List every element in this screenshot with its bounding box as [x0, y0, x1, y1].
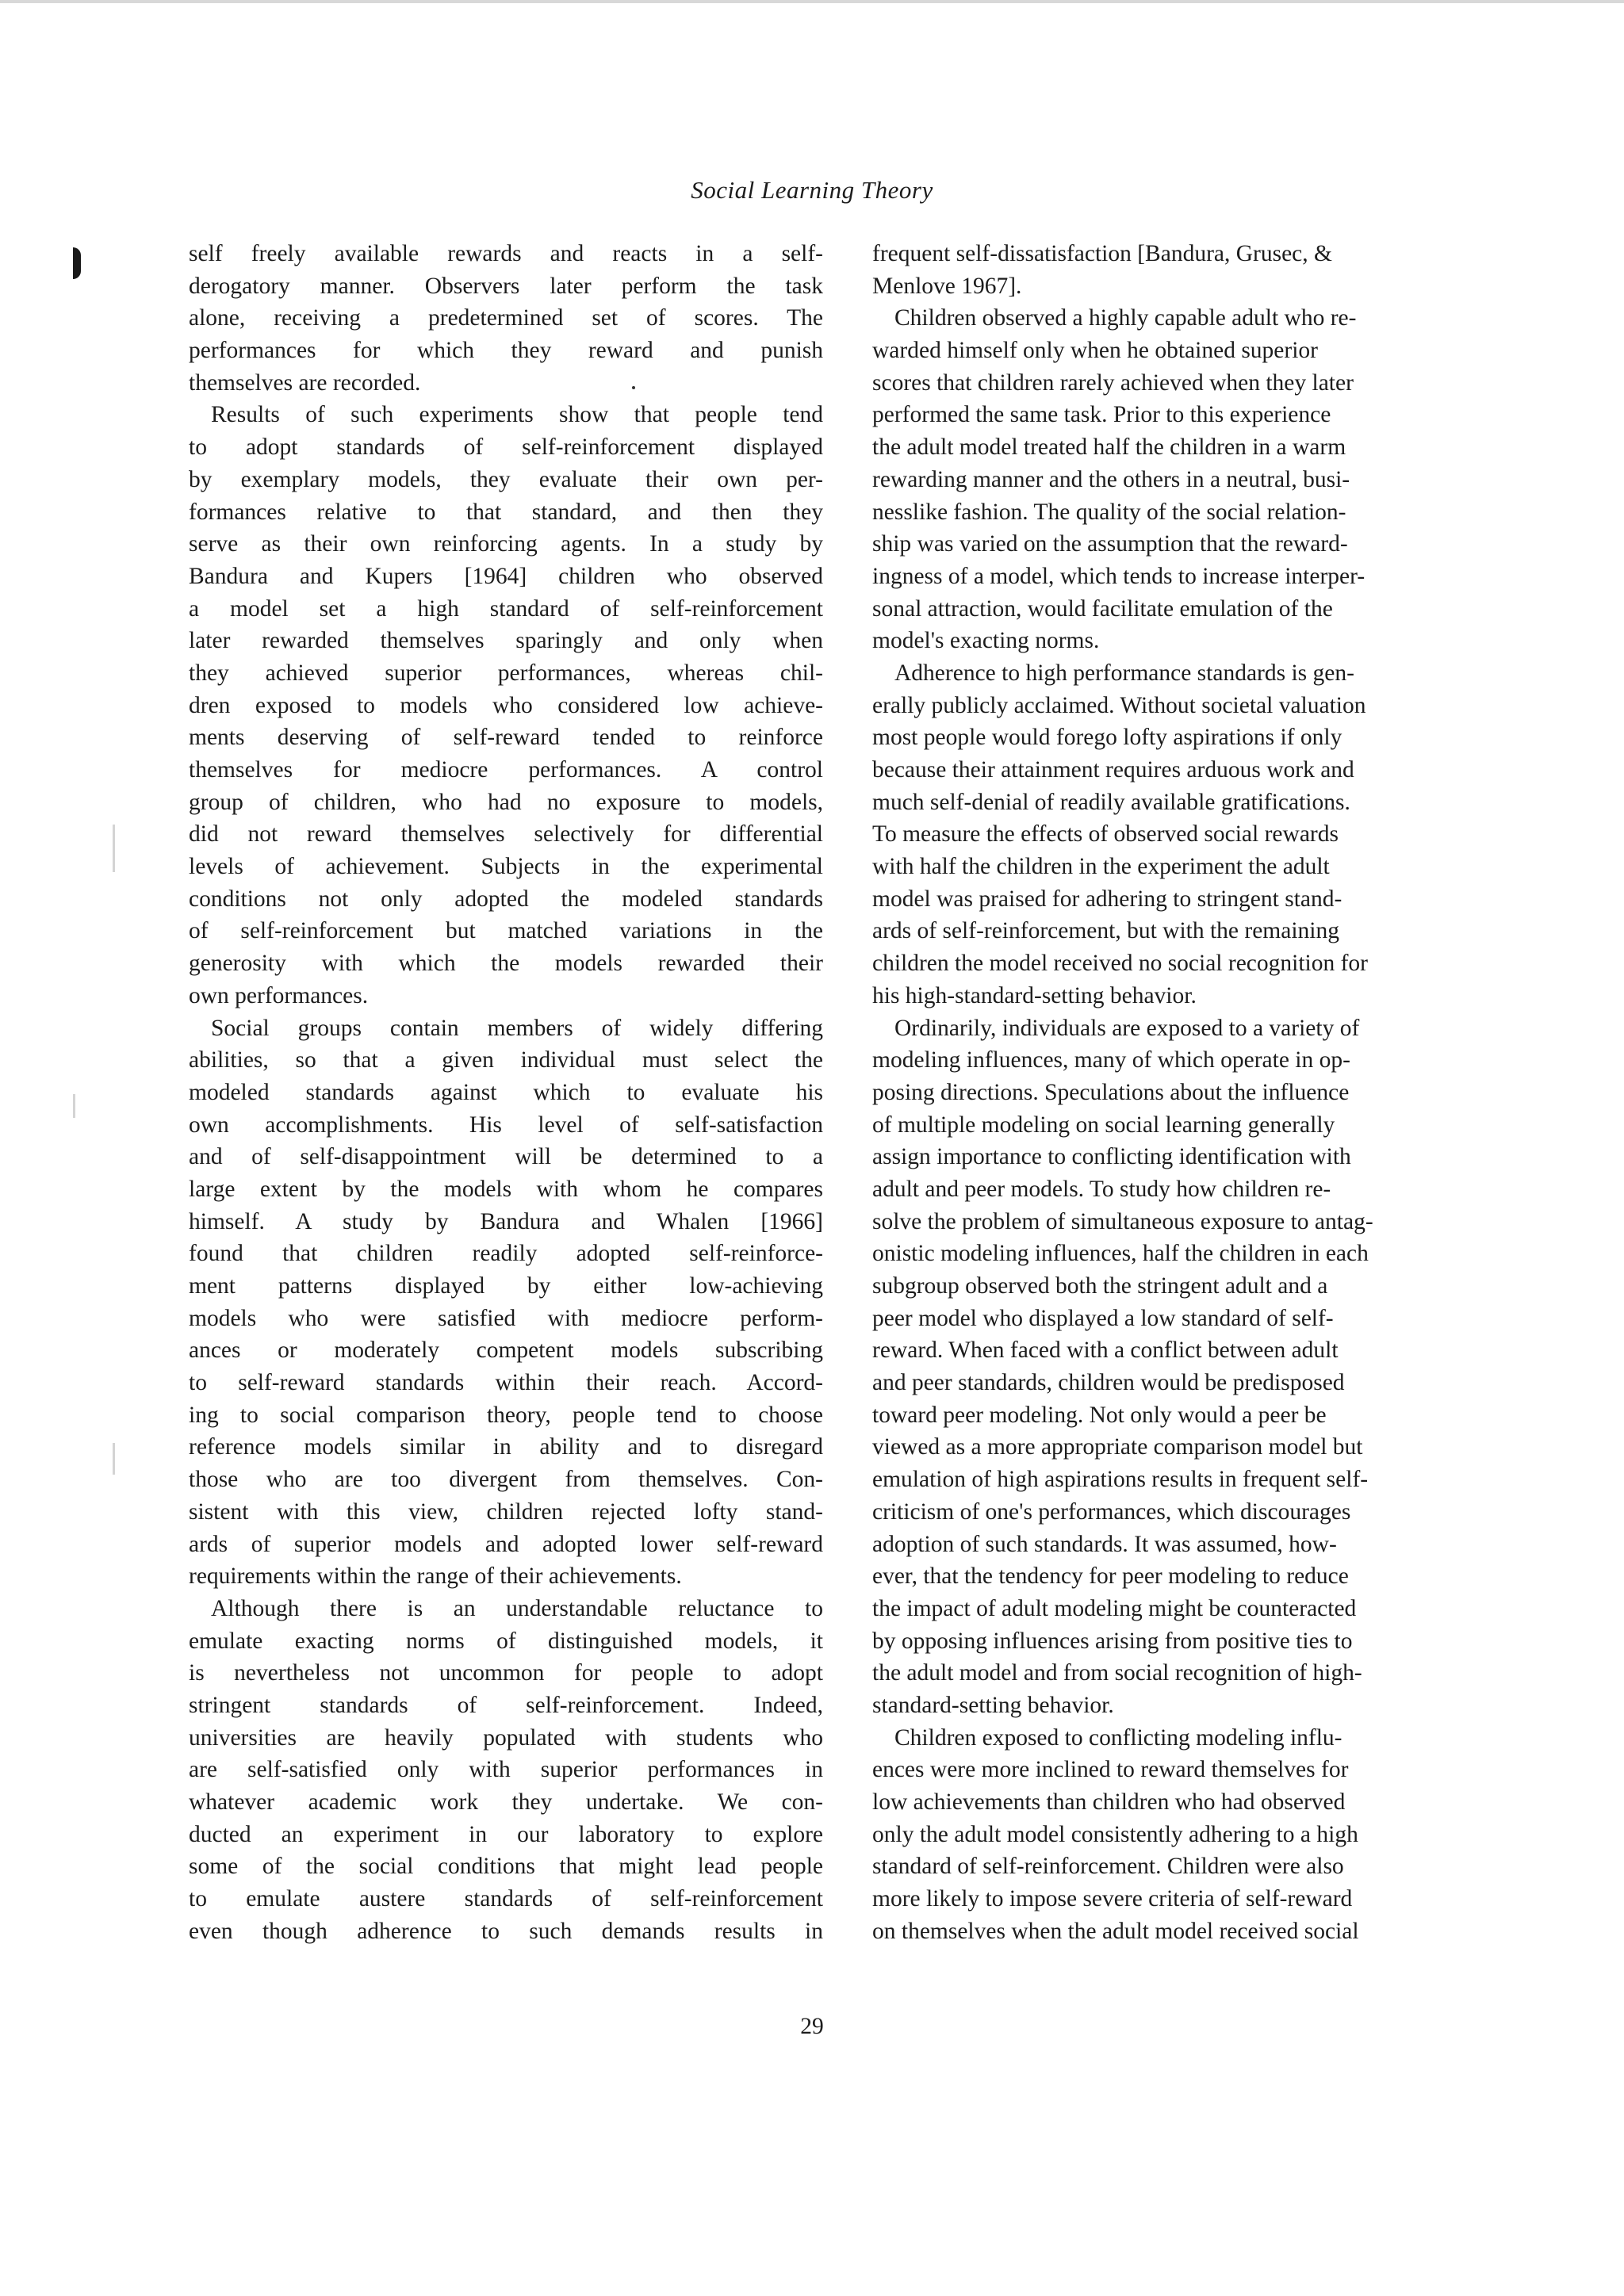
text-line: large extent by the models with whom he compares [189, 1176, 823, 1202]
text-line: stringent standards of self-reinforcement. Indeed, [189, 1692, 823, 1718]
text-line: most people would forego lofty aspirations if only [872, 725, 1342, 751]
left-column [189, 238, 823, 1947]
text-line: Ordinarily, individuals are exposed to a variety of [894, 1015, 1360, 1041]
text-line: modeling influences, many of which operate in op- [872, 1047, 1350, 1073]
text-line: levels of achievement. Subjects in the experimental [189, 854, 823, 880]
text-line: adult and peer models. To study how children re- [872, 1176, 1331, 1202]
text-line: ments deserving of self-reward tended to reinforce [189, 725, 823, 751]
text-line: some of the social conditions that might lead people [189, 1854, 823, 1880]
text-line: subgroup observed both the stringent adult and a [872, 1273, 1328, 1299]
text-line: much self-denial of readily available gratifications. [872, 789, 1350, 815]
text-line: generosity with which the models rewarded their [189, 951, 823, 977]
scan-top-edge [0, 0, 1624, 3]
text-line: alone, receiving a predetermined set of scores. The [189, 305, 823, 331]
text-line: the adult model treated half the children in a warm [872, 434, 1346, 461]
faint-margin-mark [113, 1443, 115, 1475]
right-column [872, 238, 1513, 1947]
text-line: did not reward themselves selectively for differential [189, 821, 823, 848]
text-line: erally publicly acclaimed. Without societal valuation [872, 692, 1366, 718]
text-line: by opposing influences arising from positive ties to [872, 1628, 1353, 1654]
text-line: ing to social comparison theory, people tend to choose [189, 1402, 823, 1428]
text-line: formances relative to that standard, and then they [189, 499, 823, 525]
text-line: ences were more inclined to reward themselves for [872, 1757, 1349, 1783]
text-line: own accomplishments. His level of self-satisfaction [189, 1112, 823, 1138]
text-line: Menlove 1967]. [872, 273, 1022, 299]
text-line: the adult model and from social recognition of high- [872, 1660, 1362, 1686]
text-line: ducted an experiment in our laboratory to explore [189, 1821, 823, 1847]
text-line: by exemplary models, they evaluate their own per- [189, 466, 823, 492]
text-line: whatever academic work they undertake. We con- [189, 1789, 823, 1815]
text-line: and peer standards, children would be predisposed [872, 1370, 1345, 1396]
text-line: model's exacting norms. [872, 628, 1100, 654]
text-line: to adopt standards of self-reinforcement displayed [189, 434, 823, 461]
text-line: emulation of high aspirations results in frequent self- [872, 1467, 1369, 1493]
text-line: viewed as a more appropriate comparison model but [872, 1434, 1363, 1460]
text-line: is nevertheless not uncommon for people to adopt [189, 1660, 823, 1686]
text-line: a model set a high standard of self-reinforcement [189, 595, 823, 622]
text-line: criticism of one's performances, which discourages [872, 1498, 1351, 1525]
text-line: assign importance to conflicting identification with [872, 1144, 1351, 1170]
text-line: toward peer modeling. Not only would a peer be [872, 1402, 1327, 1428]
text-line: nesslike fashion. The quality of the social relation- [872, 499, 1346, 525]
text-line: performances for which they reward and punish [189, 338, 823, 364]
text-line: adoption of such standards. It was assumed, how- [872, 1531, 1337, 1557]
text-line: reference models similar in ability and to disregard [189, 1434, 823, 1460]
text-line: ment patterns displayed by either low-achieving [189, 1273, 823, 1299]
text-line: of multiple modeling on social learning generally [872, 1112, 1335, 1138]
text-line: of self-reinforcement but matched variations in the [189, 918, 823, 944]
text-line: only the adult model consistently adhering to a high [872, 1821, 1358, 1847]
text-line: models who were satisfied with mediocre perform- [189, 1305, 823, 1331]
text-line: Adherence to high performance standards is gen- [894, 660, 1354, 686]
text-line: ever, that the tendency for peer modeling to reduce [872, 1563, 1349, 1590]
text-line: and of self-disappointment will be determined to a [189, 1144, 823, 1170]
text-line: self freely available rewards and reacts in a self- [189, 241, 823, 266]
text-line: emulate exacting norms of distinguished models, it [189, 1628, 823, 1654]
text-line: on themselves when the adult model received social [872, 1918, 1359, 1944]
text-line: ingness of a model, which tends to increase interper- [872, 563, 1365, 589]
text-line: requirements within the range of their achievements. [189, 1563, 682, 1590]
text-line: derogatory manner. Observers later perform the task [189, 273, 823, 299]
page-number: 29 [800, 2014, 824, 2039]
text-line: ards of self-reinforcement, but with the remaining [872, 918, 1339, 944]
text-line: children the model received no social recognition for [872, 951, 1369, 977]
text-line: abilities, so that a given individual must select the [189, 1047, 823, 1073]
text-line: standard-setting behavior. [872, 1692, 1114, 1718]
text-line: model was praised for adhering to stringent stand- [872, 886, 1342, 912]
text-line: conditions not only adopted the modeled standards [189, 886, 823, 912]
text-line: Social groups contain members of widely differing [211, 1015, 823, 1041]
text-line: his high-standard-setting behavior. [872, 982, 1197, 1008]
text-line: universities are heavily populated with students who [189, 1724, 823, 1751]
text-line: Although there is an understandable reluctance to [211, 1595, 823, 1621]
text-line: modeled standards against which to evaluate his [189, 1079, 823, 1105]
text-line: ship was varied on the assumption that the reward- [872, 531, 1348, 557]
text-line: sistent with this view, children rejected lofty stand- [189, 1498, 823, 1525]
text-line: performed the same task. Prior to this experience [872, 402, 1331, 428]
running-head: Social Learning Theory [691, 176, 933, 204]
text-line: ances or moderately competent models subscribing [189, 1337, 823, 1364]
text-line: rewarding manner and the others in a neutral, busi- [872, 466, 1350, 492]
text-line: own performances. [189, 982, 369, 1008]
text-line: serve as their own reinforcing agents. In a study by [189, 531, 823, 557]
text-line: Bandura and Kupers [1964] children who observed [189, 563, 823, 589]
text-line: ards of superior models and adopted lower self-reward [189, 1531, 823, 1557]
text-line: those who are too divergent from themselves. Con- [189, 1467, 823, 1493]
text-line: more likely to impose severe criteria of self-reward [872, 1886, 1353, 1912]
faint-margin-mark [113, 825, 115, 872]
text-line: even though adherence to such demands results in [189, 1918, 823, 1944]
text-line: themselves for mediocre performances. A control [189, 757, 823, 783]
text-line: frequent self-dissatisfaction [Bandura, Grusec, & [872, 241, 1332, 266]
text-line: with half the children in the experiment the adult [872, 854, 1330, 880]
text-line: because their attainment requires arduous work and [872, 757, 1354, 783]
text-line: peer model who displayed a low standard of self- [872, 1305, 1334, 1331]
text-line: they achieved superior performances, whereas chil- [189, 660, 823, 686]
text-line: Children exposed to conflicting modeling influ- [894, 1724, 1342, 1751]
text-line: themselves are recorded. [189, 369, 421, 396]
text-line: posing directions. Speculations about the influence [872, 1079, 1350, 1105]
text-line: himself. A study by Bandura and Whalen [1966] [189, 1208, 823, 1234]
text-line: To measure the effects of observed social rewards [872, 821, 1339, 848]
text-line: group of children, who had no exposure to models, [189, 789, 823, 815]
text-line: found that children readily adopted self-reinforce- [189, 1241, 823, 1267]
text-line: standard of self-reinforcement. Children were also [872, 1854, 1344, 1880]
faint-margin-mark [73, 1094, 75, 1118]
text-line: later rewarded themselves sparingly and only when [189, 628, 823, 654]
text-line: are self-satisfied only with superior performances in [189, 1757, 823, 1783]
text-line: onistic modeling influences, half the children in each [872, 1241, 1369, 1267]
text-line: reward. When faced with a conflict between adult [872, 1337, 1339, 1364]
text-line: low achievements than children who had observed [872, 1789, 1346, 1815]
text-line: to emulate austere standards of self-reinforcement [189, 1886, 823, 1912]
text-line: dren exposed to models who considered low achieve- [189, 692, 823, 718]
text-line: Children observed a highly capable adult who re- [894, 305, 1357, 331]
text-line: sonal attraction, would facilitate emulation of the [872, 595, 1333, 622]
text-line: to self-reward standards within their reach. Accord- [189, 1370, 823, 1396]
text-line: solve the problem of simultaneous exposure to antag- [872, 1208, 1373, 1234]
text-line: the impact of adult modeling might be counteracted [872, 1595, 1357, 1621]
text-line: scores that children rarely achieved when they later [872, 369, 1354, 396]
margin-mark [73, 247, 81, 279]
text-line: Results of such experiments show that people tend [211, 402, 823, 428]
text-line: warded himself only when he obtained superior [872, 338, 1318, 364]
